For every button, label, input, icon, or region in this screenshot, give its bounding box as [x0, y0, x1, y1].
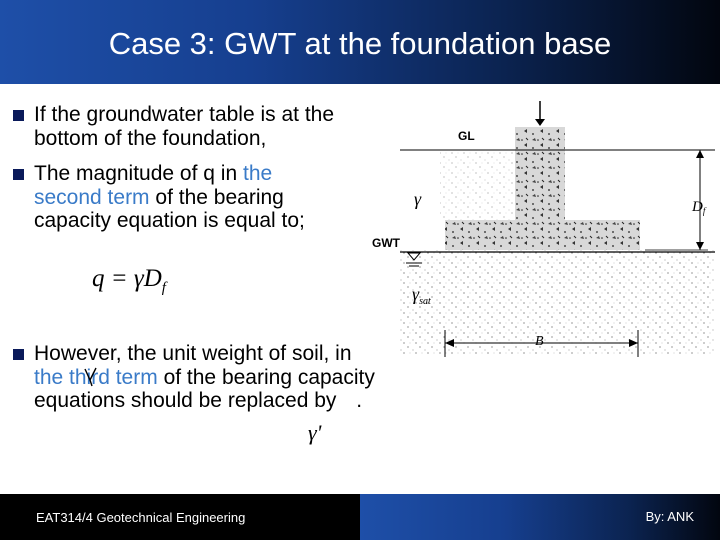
footer-right — [360, 494, 720, 540]
b-label: B — [535, 334, 544, 349]
footer-author: By: ANK — [645, 509, 694, 524]
bullet-marker-1 — [13, 110, 24, 121]
bullet-2-blue-1: the — [242, 162, 273, 185]
gamma-mark-icon — [84, 366, 100, 388]
footer-course: EAT314/4 Geotechnical Engineering — [36, 510, 246, 525]
slide-title: Case 3: GWT at the foundation base — [108, 26, 612, 61]
gl-label: GL — [458, 129, 475, 143]
df-arrow-bottom — [696, 242, 704, 250]
q-equation-sub: f — [161, 280, 166, 296]
soil-lower — [400, 250, 715, 355]
df-arrow-top — [696, 150, 704, 158]
gamma-sat-label: $\gamma_{sat}$ — [412, 284, 431, 307]
bullet-marker-2 — [13, 169, 24, 180]
bullet-3-post: of the bearing capacity equations should be replaced by — [34, 365, 375, 412]
bullet-3-pre: However, the unit weight of soil, in — [34, 342, 352, 365]
bullet-text-2 — [34, 162, 334, 233]
soil-upper-left — [440, 150, 520, 220]
q-equation-main: q = γD — [92, 265, 162, 292]
bullet-3-blue: the third term — [34, 365, 158, 389]
footing-column — [515, 127, 565, 222]
df-label: $D_f$ — [692, 199, 706, 216]
footing-base — [445, 220, 640, 250]
bullet-1-content: If the groundwater table is at the bottom of the foundation, — [34, 103, 335, 150]
bullet-text-1 — [34, 103, 379, 150]
bullet-3-end: . — [356, 389, 363, 412]
bullet-2-pre: The magnitude of q in — [34, 162, 238, 185]
gamma-prime-symbol: γ' — [308, 420, 322, 445]
title-bar — [0, 0, 720, 84]
load-arrow-head — [535, 119, 545, 126]
gwt-label: GWT — [372, 236, 400, 250]
bullet-2-post: of the bearing capacity equation is equal to; — [34, 185, 305, 232]
bullet-2-blue-2: second term — [34, 185, 150, 209]
foundation-diagram — [370, 95, 715, 360]
q-equation — [92, 265, 166, 297]
gamma-label: γ — [414, 189, 422, 209]
footer-left — [0, 494, 360, 540]
bullet-marker-3 — [13, 349, 24, 360]
